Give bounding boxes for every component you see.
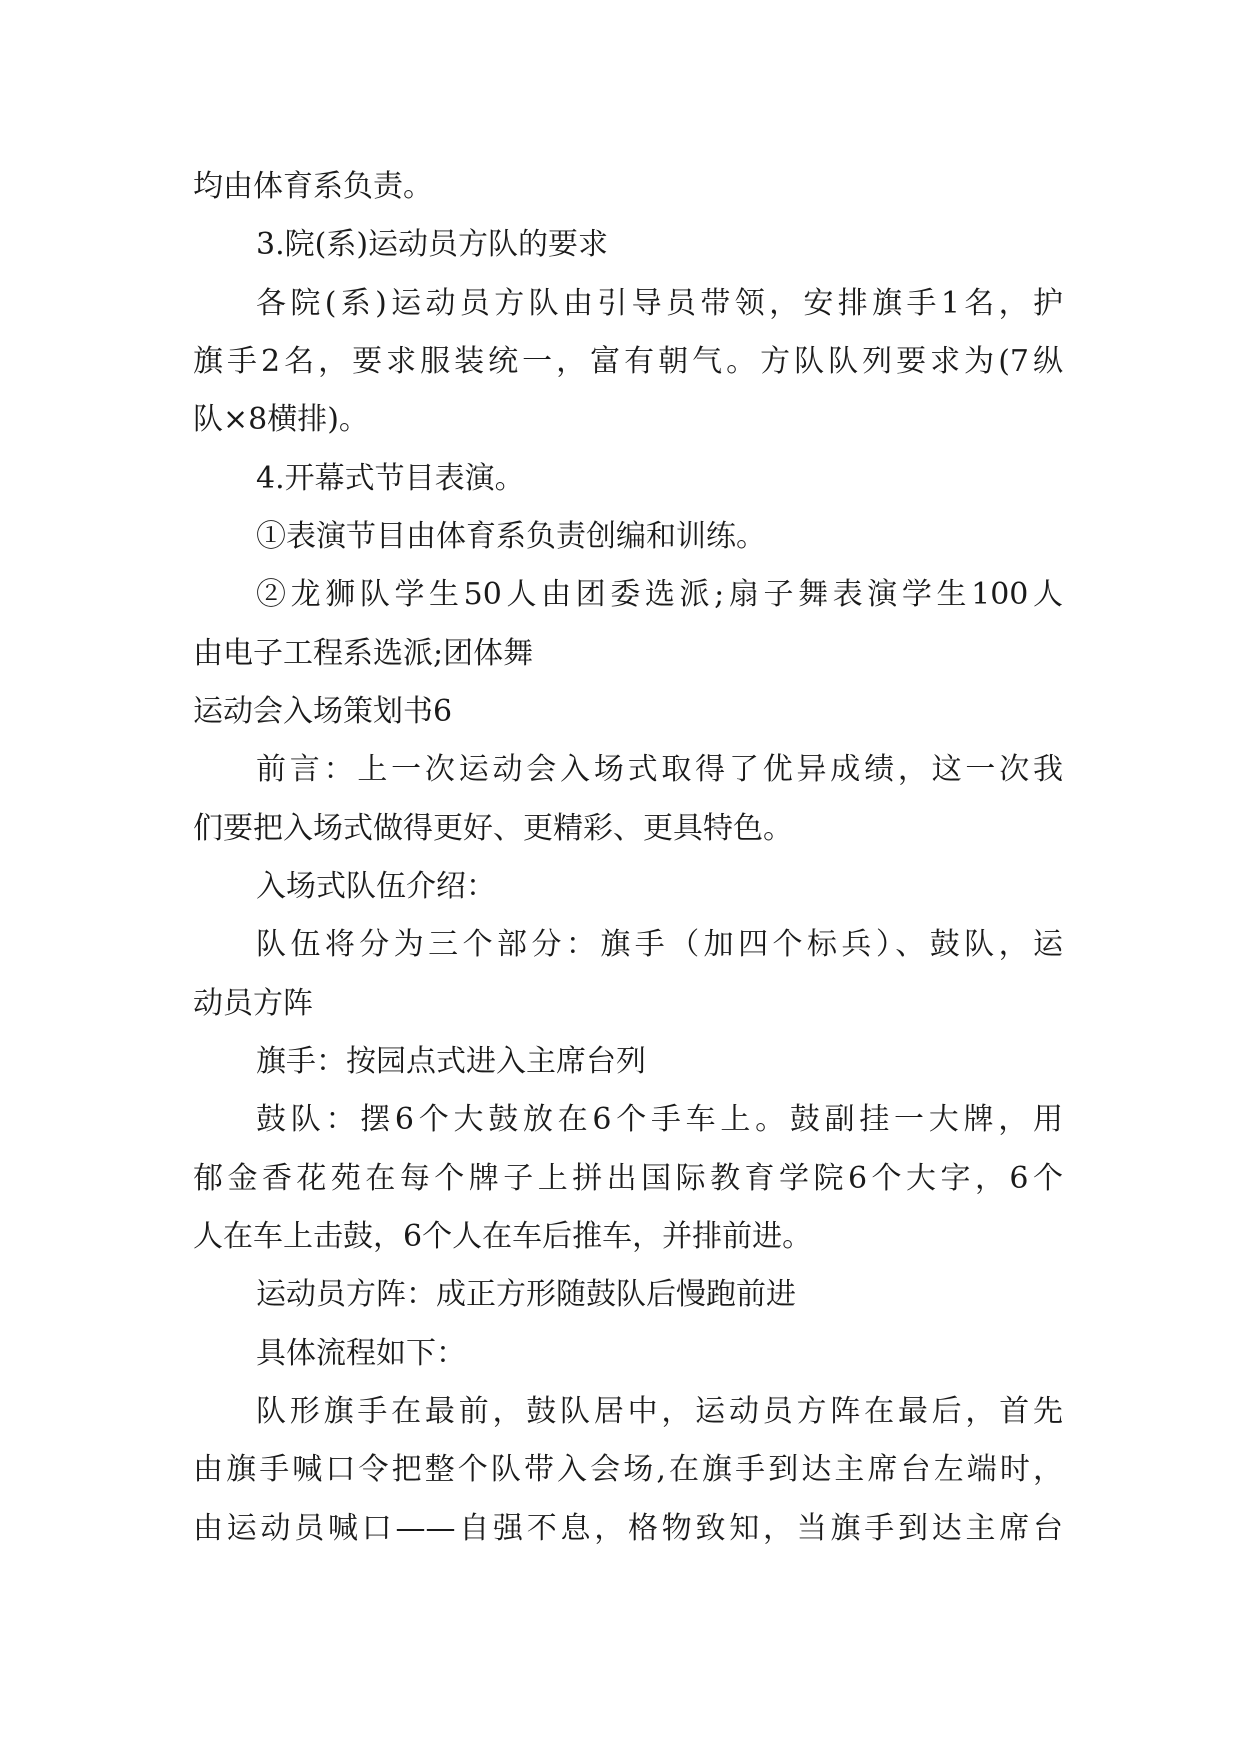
document-title: 运动会入场策划书6 — [193, 694, 453, 729]
paragraph-line: 郁金香花苑在每个牌子上拼出国际教育学院6个大字，6个 — [193, 1161, 1063, 1196]
paragraph-line: 由运动员喊口——自强不息，格物致知，当旗手到达主席台 — [193, 1511, 1063, 1546]
paragraph-line: 由电子工程系选派;团体舞 — [193, 636, 534, 671]
paragraph-line: 由旗手喊口令把整个队带入会场,在旗手到达主席台左端时， — [193, 1452, 1063, 1487]
paragraph-line: 鼓队：摆6个大鼓放在6个手车上。鼓副挂一大牌，用 — [256, 1102, 1063, 1137]
section-heading: 3.院(系)运动员方队的要求 — [256, 227, 609, 262]
paragraph-line: ②龙狮队学生50人由团委选派;扇子舞表演学生100人 — [256, 577, 1063, 612]
paragraph-line: 运动员方阵：成正方形随鼓队后慢跑前进 — [256, 1277, 796, 1312]
paragraph-line: ①表演节目由体育系负责创编和训练。 — [256, 519, 766, 554]
paragraph-line: 队伍将分为三个部分：旗手（加四个标兵）、鼓队，运 — [256, 927, 1063, 962]
paragraph-line: 队×8横排)。 — [193, 402, 369, 437]
paragraph-line: 各院(系)运动员方队由引导员带领，安排旗手1名，护 — [256, 286, 1063, 321]
paragraph-line: 人在车上击鼓，6个人在车后推车，并排前进。 — [193, 1219, 813, 1254]
section-heading: 4.开幕式节目表演。 — [256, 461, 525, 496]
paragraph-line: 均由体育系负责。 — [193, 169, 433, 204]
paragraph-line: 入场式队伍介绍： — [256, 869, 496, 904]
paragraph-line: 们要把入场式做得更好、更精彩、更具特色。 — [193, 811, 793, 846]
paragraph-line: 队形旗手在最前，鼓队居中，运动员方阵在最后，首先 — [256, 1394, 1063, 1429]
paragraph-line: 旗手：按园点式进入主席台列 — [256, 1044, 646, 1079]
paragraph-line: 前言：上一次运动会入场式取得了优异成绩，这一次我 — [256, 752, 1063, 787]
paragraph-line: 具体流程如下： — [256, 1336, 466, 1371]
paragraph-line: 旗手2名，要求服装统一，富有朝气。方队队列要求为(7纵 — [193, 344, 1063, 379]
paragraph-line: 动员方阵 — [193, 986, 313, 1021]
